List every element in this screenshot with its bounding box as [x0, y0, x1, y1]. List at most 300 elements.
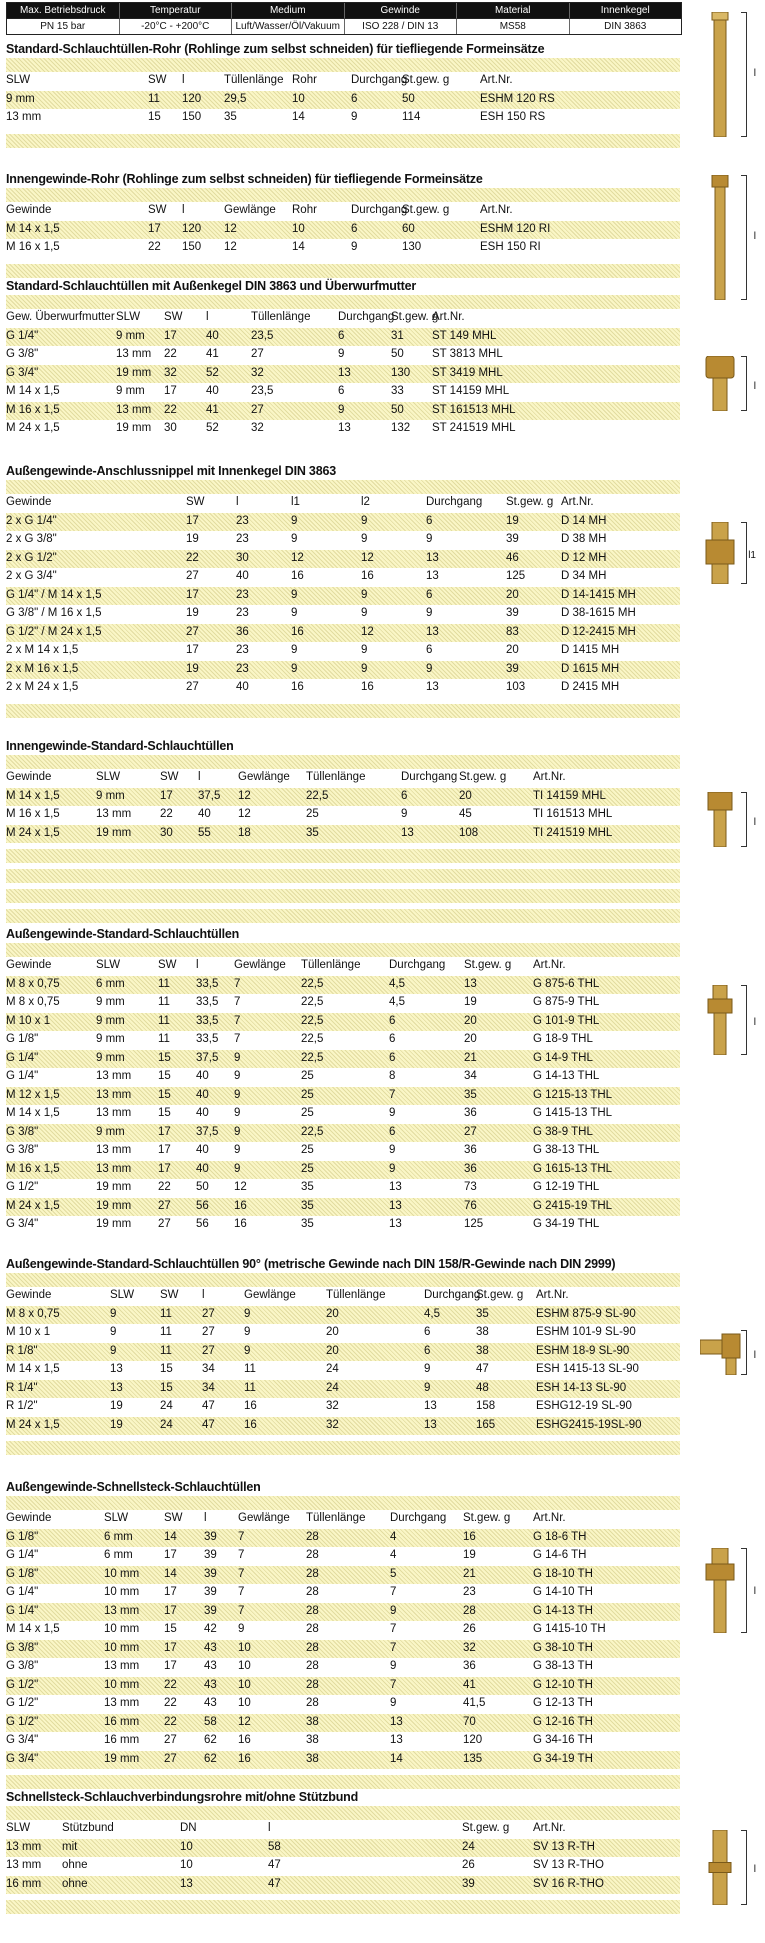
table-cell: D 14 MH	[561, 514, 607, 527]
table-cell: 9	[361, 644, 368, 656]
outer-thread-tail-image	[700, 985, 756, 1058]
table-cell: 25	[306, 808, 319, 820]
table-cell: 43	[204, 1678, 217, 1691]
table-cell: M 14 x 1,5	[6, 222, 60, 235]
table-cell: 22	[148, 241, 161, 253]
table-cell: D 34 MH	[561, 570, 607, 582]
table-cell: G 34-16 TH	[533, 1734, 593, 1746]
table-row	[6, 976, 680, 995]
stripe-divider	[6, 909, 680, 923]
table-cell: 9	[361, 607, 368, 619]
table-row	[6, 531, 680, 550]
table-cell: 11	[158, 977, 170, 990]
table-cell: 22,5	[301, 977, 324, 990]
table-cell: 40	[196, 1088, 209, 1101]
table-cell: 22,5	[301, 1033, 324, 1045]
table-cell: 13 mm	[6, 1859, 42, 1871]
product-section	[6, 40, 680, 148]
table-cell: 62	[204, 1734, 217, 1746]
table-cell: 12	[234, 1181, 247, 1193]
table-cell: 10	[238, 1660, 251, 1672]
table-cell: 13	[338, 422, 351, 434]
table-cell: G 3/8"	[6, 1660, 39, 1672]
connector-tube-image	[700, 1830, 756, 1908]
table-row	[6, 1621, 680, 1640]
table-cell: 13	[401, 826, 414, 839]
table-cell: 28	[306, 1660, 319, 1672]
table-cell: 9	[291, 607, 298, 619]
stripe-divider	[6, 264, 680, 278]
table-cell: 9	[424, 1363, 431, 1375]
section-title: Schnellsteck-Schlauchverbindungsrohre mit/ohne Stützbund	[6, 1790, 359, 1804]
table-cell: TI 14159 MHL	[533, 789, 606, 802]
table-cell: G 3/4"	[6, 1218, 39, 1230]
table-cell: 7	[390, 1678, 397, 1691]
section-title: Standard-Schlauchtüllen mit Außenkegel DIN 3863 und Überwurfmutter	[6, 279, 417, 293]
table-cell: 46	[506, 551, 519, 564]
table-cell: 10 mm	[104, 1567, 140, 1580]
table-cell: 9	[361, 588, 368, 601]
table-cell: 15	[160, 1381, 173, 1394]
table-cell: 10 mm	[104, 1586, 140, 1598]
table-cell: 6	[424, 1344, 431, 1357]
table-cell: 40	[236, 570, 249, 582]
spec-label: Max. Betriebsdruck	[7, 3, 120, 18]
table-cell: M 16 x 1,5	[6, 808, 60, 820]
table-row	[6, 1876, 680, 1895]
table-cell: 9 mm	[96, 996, 125, 1008]
table-cell: 11	[160, 1307, 172, 1320]
table-cell: G 1415-13 THL	[533, 1107, 613, 1119]
table-cell: 28	[306, 1678, 319, 1691]
table-cell: 9	[426, 533, 433, 545]
table-cell: M 24 x 1,5	[6, 1199, 60, 1212]
column-header: Tüllenlänge	[326, 1289, 386, 1301]
column-header: Durchgang	[351, 204, 408, 216]
spec-label: Innenkegel	[570, 3, 682, 18]
spec-value: DIN 3863	[570, 18, 682, 34]
table-cell: 16 mm	[104, 1715, 140, 1728]
table-cell: 48	[476, 1381, 489, 1394]
table-header-row	[6, 957, 680, 976]
column-header: l	[198, 771, 201, 783]
table-cell: 60	[402, 222, 415, 235]
table-cell: ESH 150 RS	[480, 111, 546, 123]
table-cell: R 1/2"	[6, 1400, 38, 1412]
table-cell: 12	[238, 808, 251, 820]
table-cell: 16	[244, 1418, 257, 1431]
table-cell: 62	[204, 1752, 217, 1765]
product-section	[6, 1478, 680, 1789]
table-cell: 23,5	[251, 329, 274, 342]
spec-header	[6, 2, 682, 35]
column-header: Art.Nr.	[480, 204, 513, 216]
table-cell: 37,5	[198, 789, 221, 802]
table-cell: 27	[164, 1752, 177, 1765]
table-cell: G 14-6 TH	[533, 1549, 587, 1561]
table-cell: 56	[196, 1199, 209, 1212]
table-cell: 15	[158, 1070, 171, 1082]
table-cell: 9	[291, 644, 298, 656]
table-cell: ESHM 120 RS	[480, 92, 555, 105]
table-cell: 7	[238, 1549, 245, 1561]
table-cell: 15	[164, 1623, 177, 1635]
table-cell: 22	[164, 1715, 177, 1728]
table-row	[6, 513, 680, 532]
table-cell: G 18-9 THL	[533, 1033, 593, 1045]
dimension-label: l	[753, 816, 756, 828]
table-cell: G 12-16 TH	[533, 1715, 593, 1728]
table-cell: 11	[244, 1363, 256, 1375]
column-header: SLW	[96, 771, 121, 783]
table-cell: 13	[464, 977, 477, 990]
table-cell: 9	[361, 514, 368, 527]
column-header: St.gew. g	[506, 496, 554, 508]
table-cell: 39	[462, 1877, 475, 1890]
table-cell: 12	[224, 222, 237, 235]
table-cell: G 34-19 THL	[533, 1218, 600, 1230]
table-cell: 17	[148, 222, 161, 235]
table-row	[6, 239, 680, 258]
table-row	[6, 1751, 680, 1770]
table-row	[6, 221, 680, 240]
table-cell: 23	[236, 662, 249, 675]
table-cell: 4,5	[389, 977, 405, 990]
table-cell: 9	[110, 1344, 117, 1357]
table-row	[6, 1306, 680, 1325]
table-cell: D 12 MH	[561, 551, 607, 564]
table-cell: 150	[182, 111, 202, 123]
table-cell: 9	[234, 1051, 241, 1064]
table-row	[6, 402, 680, 421]
table-cell: 16	[291, 570, 304, 582]
column-header: Gewlänge	[238, 1512, 290, 1524]
table-cell: 7	[238, 1586, 245, 1598]
table-header-row	[6, 202, 680, 221]
column-header: Durchgang	[390, 1512, 447, 1524]
column-header: St.gew. g	[402, 74, 450, 86]
dimension-label: l	[753, 1586, 756, 1598]
table-cell: 32	[251, 422, 264, 434]
table-cell: 10 mm	[104, 1623, 140, 1635]
table-cell: 27	[186, 625, 199, 638]
table-cell: 6 mm	[104, 1530, 133, 1543]
table-cell: 23	[236, 514, 249, 527]
table-cell: G 1/4"	[6, 329, 39, 342]
table-cell: 56	[196, 1218, 209, 1230]
table-cell: 43	[204, 1697, 217, 1709]
table-cell: 40	[196, 1162, 209, 1175]
table-cell: 22	[164, 348, 177, 360]
table-cell: 13	[390, 1715, 403, 1728]
table-cell: 33,5	[196, 1014, 219, 1027]
table-cell: 11	[160, 1326, 172, 1338]
table-cell: G 3/4"	[6, 1734, 39, 1746]
stripe-divider	[6, 943, 680, 957]
table-cell: G 12-10 TH	[533, 1678, 593, 1691]
table-cell: ST 149 MHL	[432, 329, 497, 342]
table-cell: 19 mm	[96, 1199, 132, 1212]
table-cell: 55	[198, 826, 211, 839]
table-cell: 29,5	[224, 92, 247, 105]
table-cell: 4,5	[424, 1307, 440, 1320]
dimension-marker	[744, 792, 756, 847]
section-title: Innengewinde-Standard-Schlauchtüllen	[6, 739, 234, 753]
table-cell: 6	[389, 1014, 396, 1027]
table-cell: 13	[338, 366, 351, 379]
table-cell: 50	[196, 1181, 209, 1193]
column-header: Gewinde	[6, 959, 52, 971]
table-cell: 6	[338, 385, 345, 397]
column-header: St.gew. g	[391, 311, 439, 323]
column-header: Stützbund	[62, 1822, 114, 1834]
table-cell: 17	[186, 514, 199, 527]
table-row	[6, 1529, 680, 1548]
column-header: SW	[164, 1512, 183, 1524]
table-cell: 9	[426, 607, 433, 619]
table-cell: 27	[251, 403, 264, 416]
table-cell: 9 mm	[6, 92, 35, 105]
column-header: Durchgang	[401, 771, 458, 783]
table-cell: ESHM 120 RI	[480, 222, 551, 235]
table-cell: 6	[338, 329, 345, 342]
table-cell: 26	[463, 1623, 476, 1635]
table-cell: 27	[464, 1125, 477, 1138]
table-cell: 30	[160, 826, 173, 839]
table-cell: 13	[426, 681, 439, 693]
table-cell: 39	[204, 1604, 217, 1617]
table-cell: 38	[306, 1752, 319, 1765]
table-row	[6, 661, 680, 680]
table-cell: ST 3419 MHL	[432, 366, 503, 379]
product-section	[6, 277, 680, 439]
table-cell: 158	[476, 1400, 496, 1412]
table-cell: 108	[459, 826, 479, 839]
table-cell: 5	[390, 1567, 397, 1580]
table-cell: G 1/2"	[6, 1697, 39, 1709]
table-cell: 11	[244, 1381, 256, 1394]
stripe-divider	[6, 134, 680, 148]
table-cell: 15	[158, 1051, 171, 1064]
column-header: Durchgang	[389, 959, 446, 971]
table-cell: G 34-19 TH	[533, 1752, 593, 1765]
table-cell: ohne	[62, 1877, 88, 1890]
table-cell: G 3/4"	[6, 1752, 39, 1765]
stripe-divider	[6, 1273, 680, 1287]
table-header-row	[6, 309, 680, 328]
column-header: SLW	[96, 959, 121, 971]
table-cell: G 38-13 TH	[533, 1660, 593, 1672]
table-cell: 37,5	[196, 1051, 219, 1064]
table-row	[6, 420, 680, 439]
table-cell: 27	[158, 1218, 171, 1230]
table-cell: 9 mm	[96, 1014, 125, 1027]
table-row	[6, 383, 680, 402]
section-title: Außengewinde-Standard-Schlauchtüllen 90° (metrische Gewinde nach DIN 158/R-Gewinde nach DIN 2999)	[6, 1257, 616, 1271]
spec-label: Temperatur	[120, 3, 233, 18]
table-cell: ESH 150 RI	[480, 241, 541, 253]
table-cell: R 1/4"	[6, 1381, 38, 1394]
table-cell: 42	[204, 1623, 217, 1635]
table-cell: G 12-13 TH	[533, 1697, 593, 1709]
table-cell: 22	[164, 403, 177, 416]
table-cell: 17	[164, 1549, 177, 1561]
table-cell: SV 13 R-TH	[533, 1840, 595, 1853]
column-header: l	[268, 1822, 271, 1834]
column-header: Gewinde	[6, 496, 52, 508]
column-header: Gewlänge	[224, 204, 276, 216]
table-cell: 18	[238, 826, 251, 839]
table-header-row	[6, 1287, 680, 1306]
table-cell: M 14 x 1,5	[6, 1623, 60, 1635]
table-row	[6, 328, 680, 347]
table-cell: 22	[158, 1181, 171, 1193]
table-cell: G 101-9 THL	[533, 1014, 600, 1027]
stripe-divider	[6, 1441, 680, 1455]
table-cell: 19 mm	[96, 1181, 132, 1193]
table-cell: 20	[326, 1326, 339, 1338]
table-cell: M 16 x 1,5	[6, 403, 60, 416]
table-cell: 6 mm	[96, 977, 125, 990]
product-section	[6, 925, 680, 1235]
table-row	[6, 365, 680, 384]
table-cell: 40	[206, 329, 219, 342]
table-cell: 28	[306, 1641, 319, 1654]
table-row	[6, 1584, 680, 1603]
column-header: l	[182, 204, 185, 216]
table-cell: 9	[244, 1307, 251, 1320]
table-cell: 9	[338, 403, 345, 416]
table-cell: 6	[389, 1125, 396, 1138]
table-cell: 13	[426, 551, 439, 564]
table-cell: G 1/2" / M 24 x 1,5	[6, 625, 102, 638]
table-cell: 19	[464, 996, 477, 1008]
table-cell: 16	[244, 1400, 257, 1412]
double-nipple-image	[700, 522, 756, 587]
table-cell: 22	[164, 1678, 177, 1691]
table-cell: G 18-10 TH	[533, 1567, 593, 1580]
table-cell: 10	[292, 92, 305, 105]
stripe-divider	[6, 58, 680, 72]
table-cell: 83	[506, 625, 519, 638]
table-cell: 20	[459, 789, 472, 802]
table-cell: 28	[306, 1586, 319, 1598]
table-cell: 12	[361, 551, 374, 564]
table-cell: 25	[301, 1070, 314, 1082]
spec-label: Gewinde	[345, 3, 458, 18]
table-cell: ESHM 101-9 SL-90	[536, 1326, 636, 1338]
table-cell: 132	[391, 422, 411, 434]
table-row	[6, 1839, 680, 1858]
column-header: l	[236, 496, 239, 508]
table-cell: 13 mm	[96, 1070, 132, 1082]
section-title: Außengewinde-Schnellsteck-Schlauchtüllen	[6, 1480, 261, 1494]
elbow-90-image	[700, 1330, 756, 1378]
product-section	[6, 1788, 680, 1914]
stripe-divider	[6, 1806, 680, 1820]
column-header: St.gew. g	[459, 771, 507, 783]
table-row	[6, 1677, 680, 1696]
table-cell: 120	[182, 222, 202, 235]
table-cell: 35	[476, 1307, 489, 1320]
table-cell: 41,5	[463, 1697, 486, 1709]
table-cell: 7	[238, 1530, 245, 1543]
table-cell: 12	[291, 551, 304, 564]
table-cell: ST 14159 MHL	[432, 385, 510, 397]
table-cell: 58	[204, 1715, 217, 1728]
column-header: St.gew. g	[476, 1289, 524, 1301]
table-cell: 11	[148, 92, 160, 105]
column-header: Tüllenlänge	[306, 771, 366, 783]
column-header: St.gew. g	[462, 1822, 510, 1834]
table-cell: 6	[426, 514, 433, 527]
table-header-row	[6, 72, 680, 91]
table-cell: G 1/8"	[6, 1033, 39, 1045]
table-cell: 23	[236, 607, 249, 619]
table-cell: 27	[202, 1326, 215, 1338]
table-cell: 10 mm	[104, 1678, 140, 1691]
table-cell: 9 mm	[116, 329, 145, 342]
column-header: l	[196, 959, 199, 971]
table-cell: 50	[391, 348, 404, 360]
table-cell: 6	[351, 92, 358, 105]
section-title: Innengewinde-Rohr (Rohlinge zum selbst schneiden) für tiefliegende Formeinsätze	[6, 172, 483, 186]
table-cell: 35	[301, 1199, 314, 1212]
table-cell: 16	[361, 681, 374, 693]
column-header: Durchgang	[426, 496, 483, 508]
table-cell: M 8 x 0,75	[6, 977, 60, 990]
spec-value: -20°C - +200°C	[120, 18, 233, 34]
table-cell: G 3/4"	[6, 366, 39, 379]
table-cell: 7	[234, 1033, 241, 1045]
table-cell: 7	[238, 1567, 245, 1580]
table-cell: 13 mm	[96, 1162, 132, 1175]
column-header: SW	[164, 311, 183, 323]
table-cell: 19	[463, 1549, 476, 1561]
table-cell: 70	[463, 1715, 476, 1728]
table-cell: 40	[236, 681, 249, 693]
table-cell: 9	[238, 1623, 245, 1635]
table-cell: 10	[238, 1641, 251, 1654]
table-cell: 28	[306, 1530, 319, 1543]
spec-label: Medium	[232, 3, 345, 18]
table-row	[6, 1124, 680, 1143]
table-cell: M 14 x 1,5	[6, 385, 60, 397]
table-cell: SV 16 R-THO	[533, 1877, 604, 1890]
table-cell: 23	[236, 588, 249, 601]
column-header: SW	[158, 959, 177, 971]
table-cell: 30	[164, 422, 177, 434]
dimension-label: l	[753, 68, 756, 80]
column-header: Gew. Überwurfmutter	[6, 311, 115, 323]
table-cell: 27	[202, 1344, 215, 1357]
table-cell: 13	[389, 1199, 402, 1212]
table-cell: 15	[148, 111, 161, 123]
table-row	[6, 1343, 680, 1362]
table-cell: 15	[160, 1363, 173, 1375]
section-title: Standard-Schlauchtüllen-Rohr (Rohlinge zum selbst schneiden) für tiefliegende Formeinsätze	[6, 42, 545, 56]
table-cell: 39	[506, 662, 519, 675]
table-cell: D 14-1415 MH	[561, 588, 636, 601]
table-cell: 103	[506, 681, 526, 693]
table-cell: 17	[164, 1660, 177, 1672]
table-cell: 23	[463, 1586, 476, 1598]
table-cell: 6	[351, 222, 358, 235]
table-cell: 27	[251, 348, 264, 360]
table-cell: 7	[234, 977, 241, 990]
table-cell: M 12 x 1,5	[6, 1088, 60, 1101]
column-header: SLW	[116, 311, 141, 323]
